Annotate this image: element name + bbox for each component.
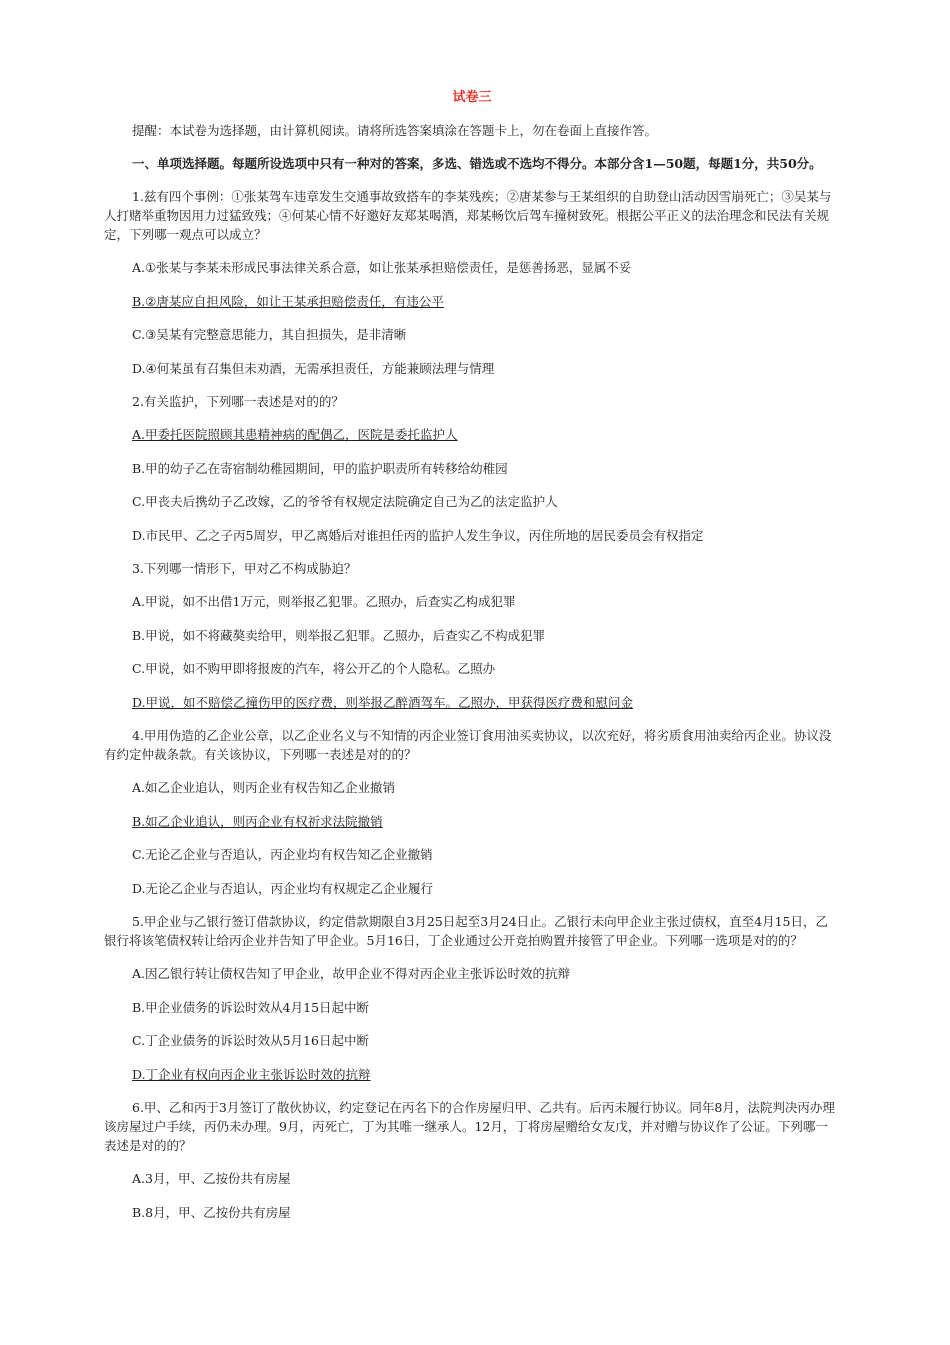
question-6-stem: 6.甲、乙和丙于3月签订了散伙协议，约定登记在丙名下的合作房屋归甲、乙共有。后丙未履行协议。同年8月，法院判决丙办理该房屋过户手续，丙仍未办理。9月，丙死亡，丁为其唯一继承人。12月，丁将房屋赠给女友戊，并对赠与协议作了公证。下列哪一表述是对的的？ [104,1100,835,1153]
question-3-option-d: D.甲说，如不赔偿乙撞伤甲的医疗费，则举报乙醉酒驾车。乙照办，甲获得医疗费和慰问金 [132,694,634,710]
question-4-option-c: C.无论乙企业与否追认，丙企业均有权告知乙企业撤销 [132,847,433,862]
question-6-option-b: B.8月，甲、乙按份共有房屋 [132,1204,291,1220]
question-5-option-d: D.丁企业有权向丙企业主张诉讼时效的抗辩 [132,1066,371,1082]
question-2-stem: 2.有关监护，下列哪一表述是对的的？ [132,394,344,409]
page-title: 试卷三 [452,90,492,105]
notice-text: 提醒：本试卷为选择题，由计算机阅读。请将所选答案填涂在答题卡上，勿在卷面上直接作答。 [132,123,658,138]
question-1-stem: 1.兹有四个事例：①张某驾车违章发生交通事故致搭车的李某残疾；②唐某参与王某组织的自助登山活动因雪崩死亡；③吴某与人打赌举重物因用力过猛致残；④何某心情不好邀好友郑某喝酒，郑某畅饮后驾车撞树致死。根据公平正义的法治理念和民法有关规定，下列哪一观点可以成立？ [104,189,832,242]
question-6-option-a: A.3月，甲、乙按份共有房屋 [132,1171,291,1186]
question-1-option-c: C.③吴某有完整意思能力，其自担损失，是非清晰 [132,327,407,342]
question-2-option-a: A.甲委托医院照顾其患精神病的配偶乙，医院是委托监护人 [132,427,458,442]
question-4-stem: 4.甲用伪造的乙企业公章，以乙企业名义与不知情的丙企业签订食用油买卖协议，以次充好，将劣质食用油卖给丙企业。协议没有约定仲裁条款。有关该协议，下列哪一表述是对的的？ [104,728,832,762]
question-5-option-b: B.甲企业债务的诉讼时效从4月15日起中断 [132,999,370,1015]
question-5-option-c: C.丁企业债务的诉讼时效从5月16日起中断 [132,1033,369,1048]
question-3-stem: 3.下列哪一情形下，甲对乙不构成胁迫？ [132,561,357,576]
question-4-option-d: D.无论乙企业与否追认，丙企业均有权规定乙企业履行 [132,880,434,896]
question-3-option-a: A.甲说，如不出借1万元，则举报乙犯罪。乙照办，后查实乙构成犯罪 [132,594,516,609]
question-4-option-b: B.如乙企业追认，则丙企业有权祈求法院撤销 [132,813,383,829]
question-4-option-a: A.如乙企业追认，则丙企业有权告知乙企业撤销 [132,780,396,795]
question-1-option-a: A.①张某与李某未形成民事法律关系合意，如让张某承担赔偿责任，是惩善扬恶，显属不妥 [132,260,632,275]
question-3-option-b: B.甲说，如不将藏獒卖给甲，则举报乙犯罪。乙照办，后查实乙不构成犯罪 [132,627,546,643]
question-5-stem: 5.甲企业与乙银行签订借款协议，约定借款期限自3月25日起至3月24日止。乙银行未向甲企业主张过债权，直至4月15日，乙银行将该笔债权转让给丙企业并告知了甲企业。5月16日，丁企业通过公开竞拍购置并接管了甲企业。下列哪一选项是对的的？ [104,914,829,948]
question-3-option-c: C.甲说，如不购甲即将报废的汽车，将公开乙的个人隐私。乙照办 [132,661,496,676]
question-2-option-b: B.甲的幼子乙在寄宿制幼稚园期间，甲的监护职责所有转移给幼稚园 [132,460,508,476]
question-5-option-a: A.因乙银行转让债权告知了甲企业，故甲企业不得对丙企业主张诉讼时效的抗辩 [132,966,571,981]
question-2-option-d: D.市民甲、乙之子丙5周岁，甲乙离婚后对谁担任丙的监护人发生争议，丙住所地的居民委员会有权指定 [132,527,704,543]
question-1-option-d: D.④何某虽有召集但未劝酒，无需承担责任，方能兼顾法理与情理 [132,360,495,376]
section-heading: 一、单项选择题。每题所设选项中只有一种对的答案，多选、错选或不选均不得分。本部分含1—50题，每题1分，共50分。 [132,156,822,171]
question-1-option-b: B.②唐某应自担风险，如让王某承担赔偿责任，有违公平 [132,293,444,309]
question-2-option-c: C.甲丧夫后携幼子乙改嫁，乙的爷爷有权规定法院确定自己为乙的法定监护人 [132,494,558,509]
